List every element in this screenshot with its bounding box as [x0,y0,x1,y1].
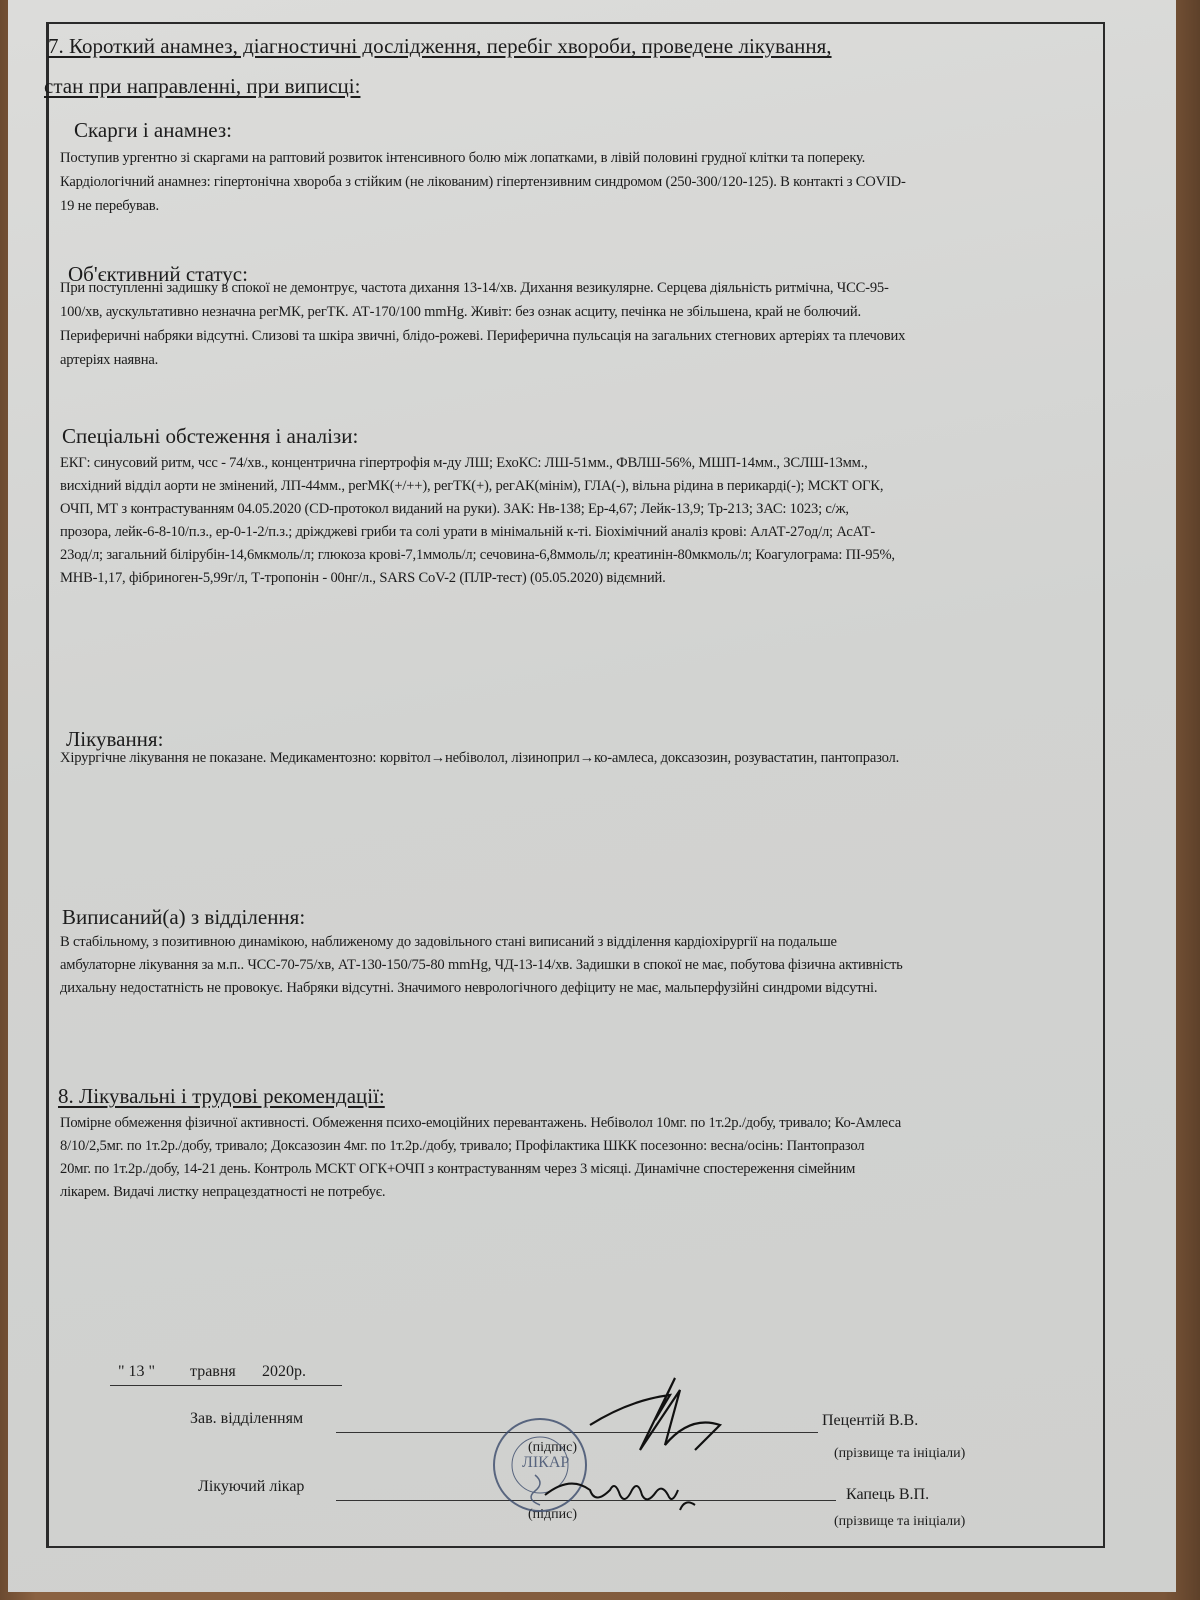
text-line: Кардіологічний анамнез: гіпертонічна хвороба з стійким (не лікованим) гіпертензивним синдромом (250-300/120-125). В контакті з COVID- [60,174,906,190]
text-line: Хірургічне лікування не показане. Медикаментозно: корвітол→небіволол, лізиноприл→ко-амлеса, доксазозин, розувастатин, пантопразол. [60,750,900,766]
text-line: Поступив ургентно зі скаргами на раптовий розвиток інтенсивного болю між лопатками, в лівій половині грудної клітки та попереку. [60,150,866,166]
date-day: " 13 " [118,1363,156,1380]
head-name-caption: (прізвище та ініціали) [834,1446,966,1461]
doctor-stamp [494,1419,586,1511]
doctor-label: Лікуючий лікар [198,1478,305,1495]
text-line: При поступленні задишку в спокої не демонтрує, частота дихання 13-14/хв. Дихання везикулярне. Серцева діяльність ритмічна, ЧСС-95- [60,280,889,296]
text-line: 23од/л; загальний білірубін-14,6мкмоль/л; глюкоза крові-7,1ммоль/л; сечовина-6,8ммоль/л; креатинін-80мкмоль/л; Коагулограма: ПІ-95%, [60,547,895,563]
document-page [8,0,1176,1592]
text-line: Периферичні набряки відсутні. Слизові та шкіра звичні, блідо-рожеві. Периферична пульсація на загальних стегнових артеріях та плечових [60,328,906,344]
date-year: 2020р. [262,1363,306,1380]
text-line: Помірне обмеження фізичної активності. Обмеження психо-емоційних перевантажень. Небіволол 10мг. по 1т.2р./добу, тривало; Ко-Амлеса [60,1115,902,1131]
text-line: висхідний відділ аорти не змінений, ЛП-44мм., регМК(+/++), регТК(+), регАК(мінім), ГЛА(-), вільна рідина в перикарді(-); МСКТ ОГК, [60,478,884,494]
head-label: Зав. відділенням [190,1410,304,1427]
doctor-name: Капець В.П. [846,1486,930,1503]
head-signature [590,1378,720,1450]
text-line: прозора, лейк-6-8-10/п.з., ер-0-1-2/п.з.; дріжджеві гриби та солі урати в мінімальній к-ті. Біохімічний аналіз крові: АлАТ-27од/л; АсАТ- [60,524,876,540]
date-underline [110,1385,342,1386]
date-month: травня [190,1363,236,1380]
doctor-sign-caption: (підпис) [528,1507,578,1522]
treatment-heading: Лікування: [66,727,164,751]
text-line: 19 не перебував. [60,198,159,214]
stamp-and-signatures [480,1370,740,1530]
text-line: артеріях наявна. [60,352,159,368]
section-8-heading: 8. Лікувальні і трудові рекомендації: [58,1084,385,1108]
text-line: МНВ-1,17, фібриноген-5,99г/л, Т-тропонін - 00нг/л., SARS CoV-2 (ПЛР-тест) (05.05.2020) відємний. [60,570,666,586]
text-line: 8/10/2,5мг. по 1т.2р./добу, тривало; Доксазозин 4мг. по 1т.2р./добу, тривало; Профілактика ШКК посезонно: весна/осінь: Пантопразол [60,1138,865,1154]
text-line: 100/хв, аускультативно незначна регМК, регТК. АТ-170/100 mmHg. Живіт: без ознак асциту, печінка не збільшена, край не болючий. [60,304,861,320]
special-heading: Спеціальні обстеження і аналізи: [62,424,359,448]
text-line: дихальну недостатність не провокує. Набряки відсутні. Значимого неврологічного дефіциту не має, мальперфузійні синдроми відсутні. [60,980,878,996]
section-7-title-line1: 7. Короткий анамнез, діагностичні дослідження, перебіг хвороби, проведене лікування, [48,34,832,58]
page-border [46,22,1105,1548]
text-line: 20мг. по 1т.2р./добу, 14-21 день. Контроль МСКТ ОГК+ОЧП з контрастуванням через 3 місяці. Динамічне спостереження сімейним [60,1161,856,1177]
text-line: амбулаторне лікування за м.п.. ЧСС-70-75/хв, АТ-130-150/75-80 mmHg, ЧД-13-14/хв. Задишки в спокої не має, побутова фізична активність [60,957,903,973]
complaints-heading: Скарги і анамнез: [74,118,233,142]
text-line: В стабільному, з позитивною динамікою, наближеному до задовільного стані виписаний з відділення кардіохірургії на подальше [60,934,837,950]
discharge-heading: Виписаний(а) з відділення: [62,905,306,929]
text-line: ЕКГ: синусовий ритм, чсс - 74/хв., концентрична гіпертрофія м-ду ЛШ; ЕхоКС: ЛШ-51мм., ФВЛШ-56%, МШП-14мм., ЗСЛШ-13мм., [60,455,868,471]
text-line: лікарем. Видачі листку непрацездатності не потребує. [60,1184,386,1200]
head-sign-caption: (підпис) [528,1440,578,1455]
section-7-title-line2: стан при направленні, при виписці: [44,74,361,98]
head-name: Пецентій В.В. [822,1412,919,1429]
doctor-signature [545,1484,695,1510]
objective-heading: Об'єктивний статус: [68,262,248,286]
doctor-name-caption: (прізвище та ініціали) [834,1514,966,1529]
text-line: ОЧП, МТ з контрастуванням 04.05.2020 (CD-протокол виданий на руки). ЗАК: Нв-138; Ер-4,67; Лейк-13,9; Тр-213; ЗАС: 1023; с/ж, [60,501,849,517]
svg-text:ЛІКАР: ЛІКАР [522,1454,570,1471]
